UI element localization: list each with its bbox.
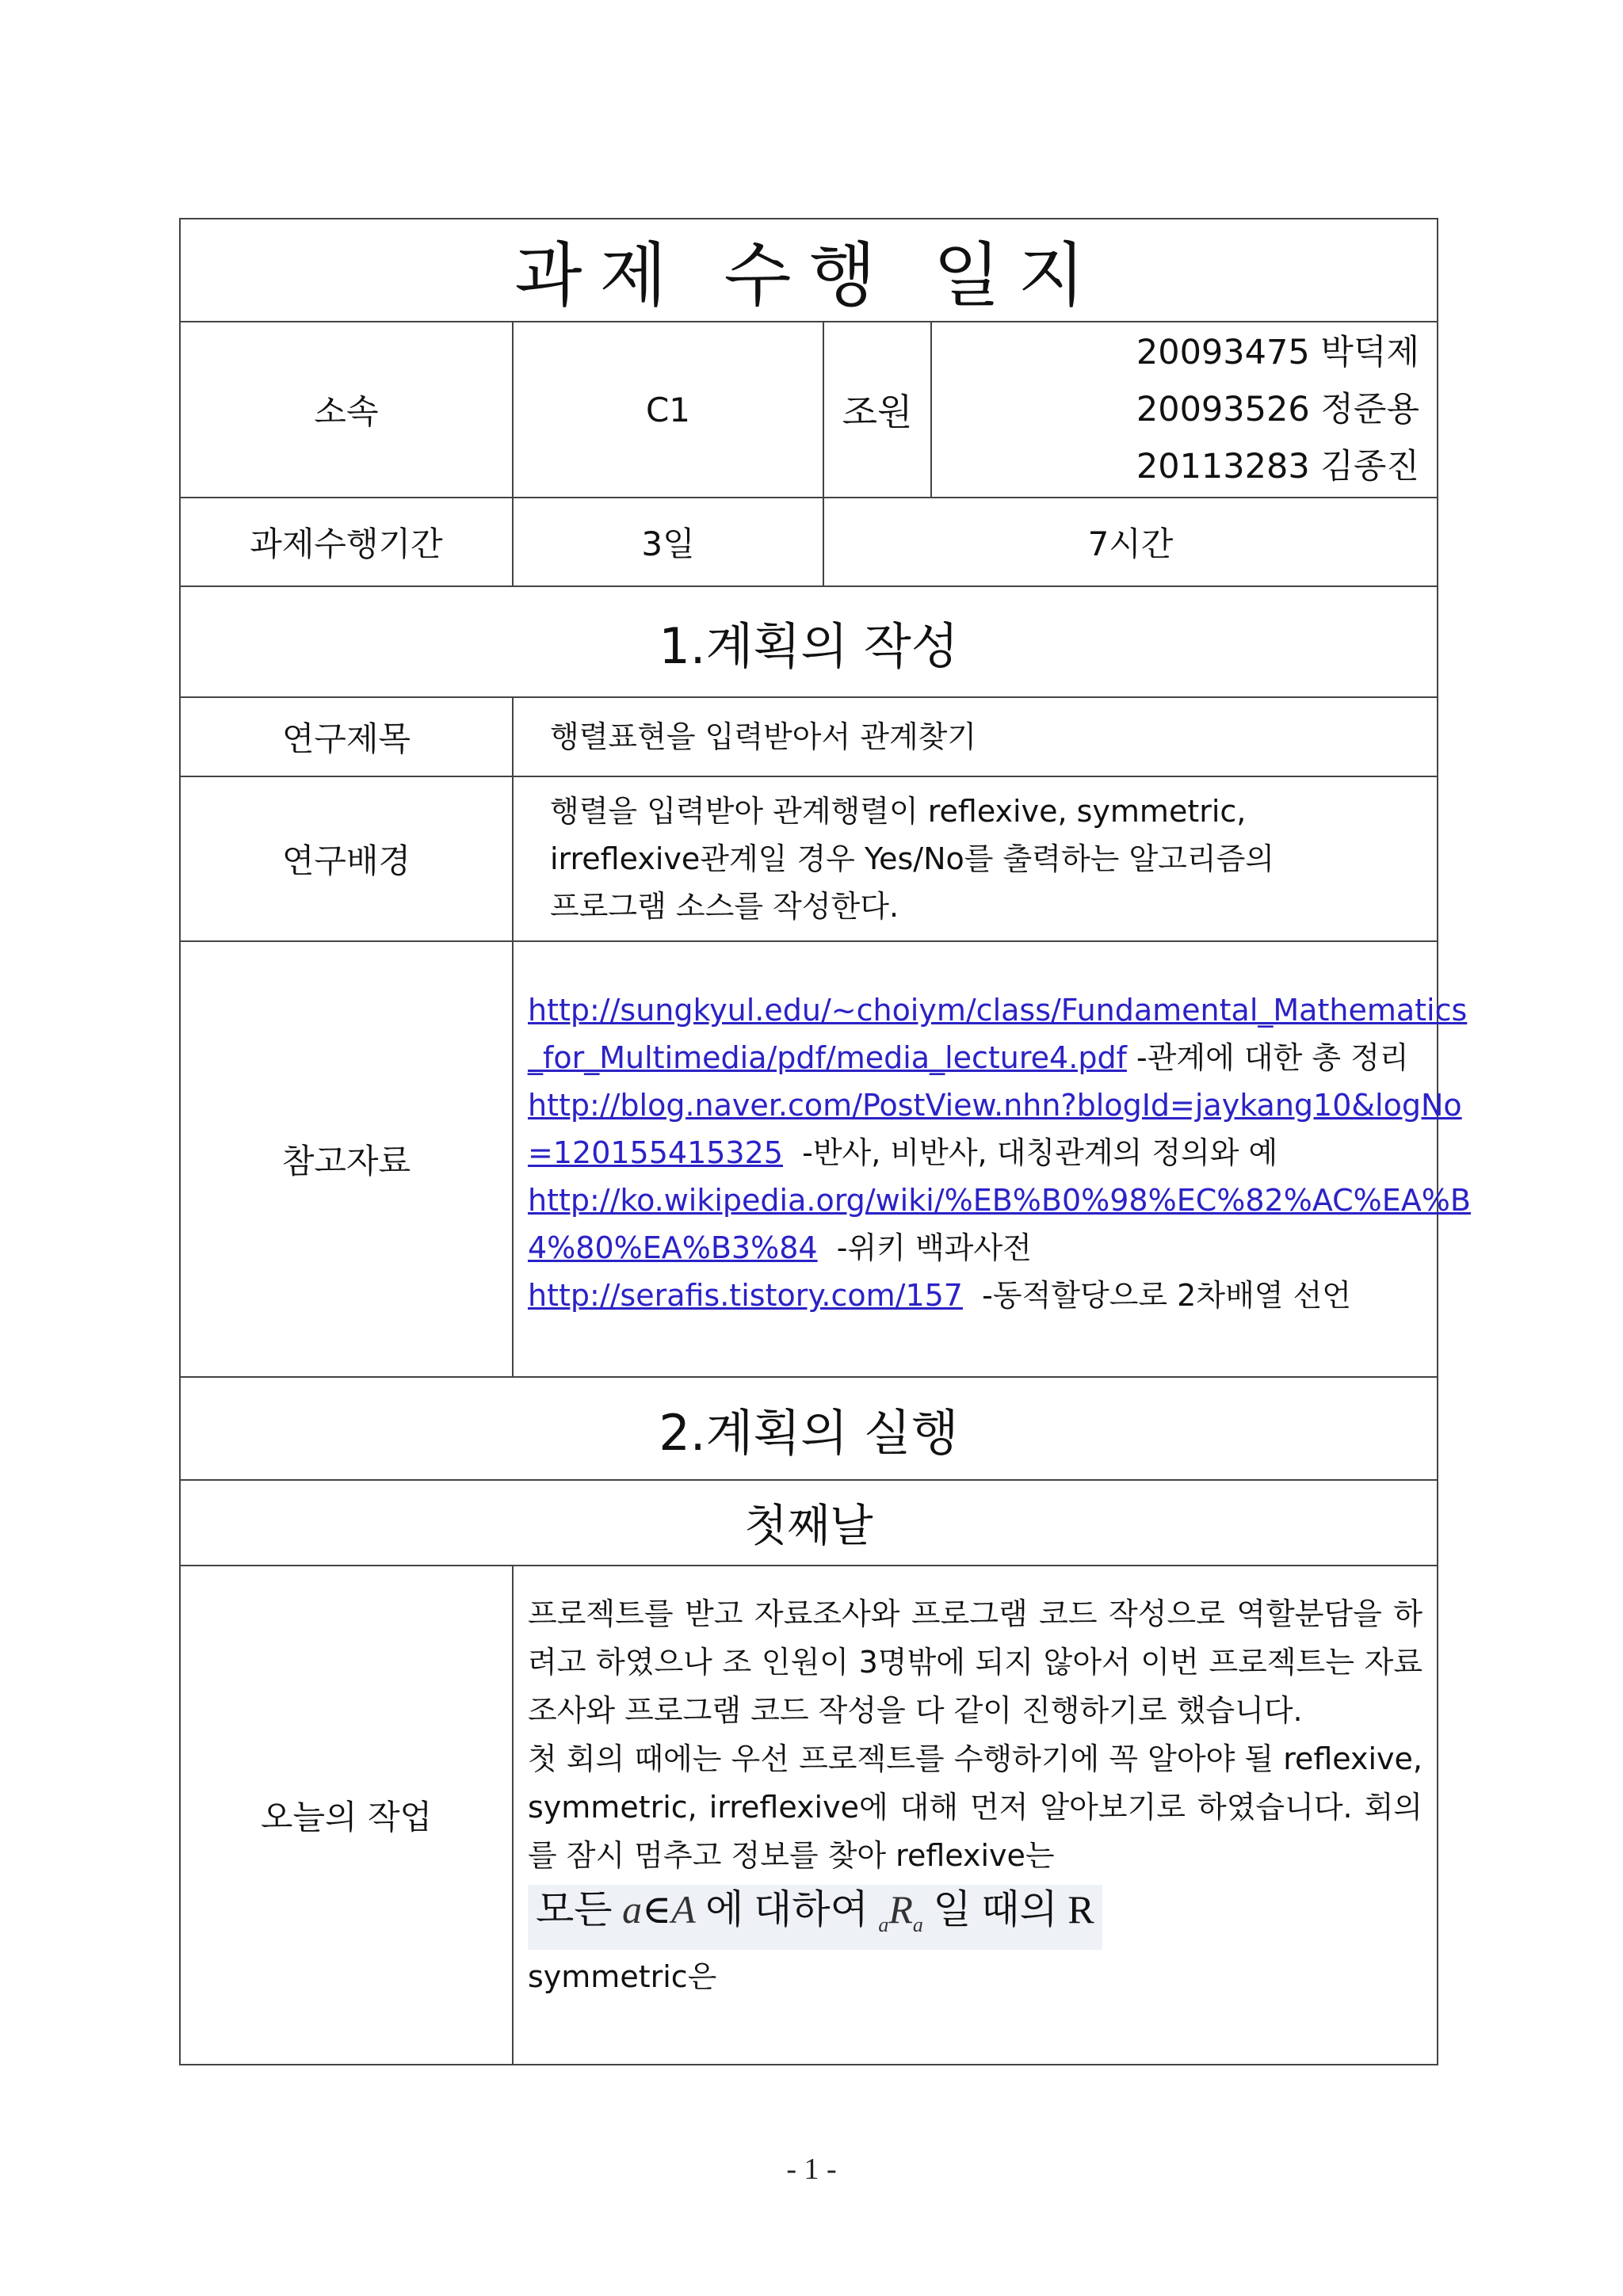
topic-label: 연구제목 xyxy=(180,697,513,776)
background-label: 연구배경 xyxy=(180,776,513,941)
work-paragraph-3: symmetric은 xyxy=(528,1959,717,1994)
work-label: 오늘의 작업 xyxy=(180,1566,513,2065)
reference-note-1: -관계에 대한 총 정리 xyxy=(1126,1040,1409,1075)
reflexive-formula: 모든 a∈A 에 대하여 $_aR_a$ 일 때의 R xyxy=(528,1885,1102,1950)
affiliation-label: 소속 xyxy=(180,322,513,498)
background-line: 행렬을 입력받아 관계행렬이 reflexive, symmetric, xyxy=(550,794,1247,829)
reference-note-4: -동적할당으로 2차배열 선언 xyxy=(962,1278,1351,1313)
day-heading: 첫째날 xyxy=(180,1480,1438,1566)
work-paragraph-2: 첫 회의 때에는 우선 프로젝트를 수행하기에 꼭 알아야 될 reflexive, symmetric, irreflexive에 대해 먼저 알아보기로 하였습니다. 회의를 잠시 멈추고 정보를 찾아 reflexive는 xyxy=(528,1741,1423,1873)
member-1: 20093475 박덕제 xyxy=(1136,333,1420,372)
reference-link-3[interactable]: http://ko.wikipedia.org/wiki/%EB%B0%98%EC%82%AC%EA%B xyxy=(528,1183,1471,1218)
task-log-table xyxy=(179,218,1471,2065)
section2-heading: 2.계획의 실행 xyxy=(180,1377,1438,1480)
members-label: 조원 xyxy=(823,322,931,498)
period-days: 3일 xyxy=(513,498,823,586)
topic-value: 행렬표현을 입력받아서 관계찾기 xyxy=(513,697,1438,776)
reference-link-3-cont[interactable]: 4%80%EA%B3%84 xyxy=(528,1230,818,1265)
references-list xyxy=(513,941,1471,1377)
period-hours: 7시간 xyxy=(823,498,1438,586)
page-number: - 1 - xyxy=(786,2153,837,2186)
section1-heading: 1.계획의 작성 xyxy=(180,586,1438,697)
reference-link-1[interactable]: http://sungkyul.edu/~choiym/class/Fundamental_Mathematics xyxy=(528,993,1468,1028)
member-3: 20113283 김종진 xyxy=(1136,447,1420,486)
reference-link-1-cont[interactable]: _for_Multimedia/pdf/media_lecture4.pdf xyxy=(528,1040,1127,1075)
background-line: irreflexive관계일 경우 Yes/No를 출력하는 알고리즘의 xyxy=(550,841,1274,876)
background-text xyxy=(513,776,1438,941)
work-paragraph-1: 프로젝트를 받고 자료조사와 프로그램 코드 작성으로 역할분담을 하려고 하였으나 조 인원이 3명밖에 되지 않아서 이번 프로젝트는 자료조사와 프로그램 코드 작성을 다 같이 진행하기로 했습니다. xyxy=(528,1596,1423,1728)
reference-link-2-cont[interactable]: =120155415325 xyxy=(528,1135,783,1170)
period-label: 과제수행기간 xyxy=(180,498,513,586)
affiliation-value: C1 xyxy=(513,322,823,498)
member-2: 20093526 정준용 xyxy=(1136,390,1420,429)
document-title: 과제 수행 일지 xyxy=(180,219,1438,322)
reference-link-4[interactable]: http://serafis.tistory.com/157 xyxy=(528,1278,963,1313)
reference-note-3: -위키 백과사전 xyxy=(817,1230,1032,1265)
background-line: 프로그램 소스를 작성한다. xyxy=(550,889,899,924)
members-list xyxy=(931,322,1438,498)
reference-link-2[interactable]: http://blog.naver.com/PostView.nhn?blogId=jaykang10&logNo xyxy=(528,1088,1462,1123)
reference-note-2: -반사, 비반사, 대칭관계의 정의와 예 xyxy=(782,1135,1278,1170)
work-content xyxy=(513,1566,1438,2065)
references-label: 참고자료 xyxy=(180,941,513,1377)
